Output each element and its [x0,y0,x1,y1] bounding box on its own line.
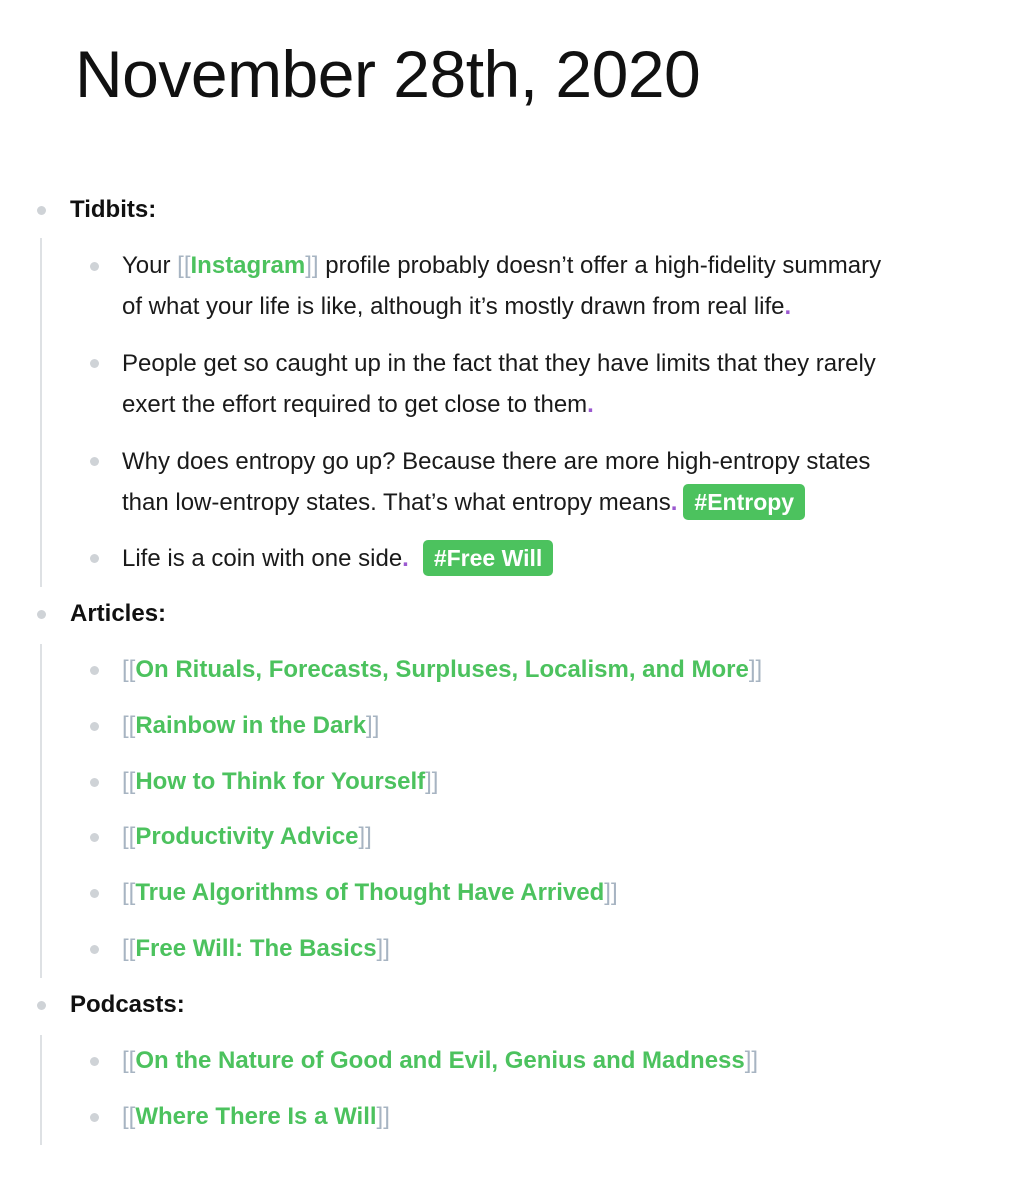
bullet-tidbit-3[interactable] [90,457,99,466]
article-item-3[interactable]: [[How to Think for Yourself]] [122,768,439,795]
bullet-article-4[interactable] [90,833,99,842]
bullet-podcast-1[interactable] [90,1057,99,1066]
article-item-4[interactable]: [[Productivity Advice]] [122,823,372,850]
article-item-5[interactable]: [[True Algorithms of Thought Have Arrived]] [122,879,618,906]
tidbit-4[interactable] [122,538,553,579]
guide-line-articles[interactable] [40,644,42,978]
tidbit-4-line-1: Life is a coin with one side. #Free Will [122,538,553,579]
guide-line-tidbits[interactable] [40,238,42,587]
podcast-item-2[interactable]: [[Where There Is a Will]] [122,1103,390,1130]
article-item-6[interactable]: [[Free Will: The Basics]] [122,935,390,962]
guide-line-podcasts[interactable] [40,1035,42,1145]
bullet-tidbits[interactable] [37,206,46,215]
bullet-article-6[interactable] [90,945,99,954]
heading-tidbits[interactable]: Tidbits: [70,196,157,223]
tidbit-2[interactable] [122,343,876,425]
tidbit-1-line-1: Your [[Instagram]] profile probably doesn’t offer a high-fidelity summary [122,252,882,279]
article-item-2[interactable]: [[Rainbow in the Dark]] [122,712,380,739]
bullet-tidbit-4[interactable] [90,554,99,563]
article-item-1[interactable]: [[On Rituals, Forecasts, Surpluses, Localism, and More]] [122,656,763,683]
heading-articles[interactable]: Articles: [70,600,167,627]
page-link-article[interactable]: On Rituals, Forecasts, Surpluses, Localism, and More [135,656,749,683]
period-dot: . [670,489,678,516]
page-link-podcast[interactable]: On the Nature of Good and Evil, Genius and Madness [135,1047,745,1074]
podcast-item-1[interactable]: [[On the Nature of Good and Evil, Genius and Madness]] [122,1047,759,1074]
bullet-podcasts[interactable] [37,1001,46,1010]
tidbit-1[interactable] [122,245,881,327]
tidbit-3-line-1: Why does entropy go up? Because there are more high-entropy states [122,448,871,475]
page-link-article[interactable]: How to Think for Yourself [135,768,426,795]
page-link-article[interactable]: True Algorithms of Thought Have Arrived [135,879,605,906]
bracket-open: [[ [177,252,191,279]
page-link-article[interactable]: Free Will: The Basics [135,935,377,962]
page-link-instagram[interactable]: Instagram [190,252,306,279]
bullet-podcast-2[interactable] [90,1113,99,1122]
bullet-articles[interactable] [37,610,46,619]
heading-podcasts[interactable]: Podcasts: [70,991,185,1018]
period-dot: . [402,545,409,572]
bracket-close: ]] [305,252,319,279]
bullet-article-2[interactable] [90,722,99,731]
tidbit-3-line-2: than low-entropy states. That’s what entropy means. #Entropy [122,482,870,523]
tidbit-2-line-1: People get so caught up in the fact that they have limits that they rarely [122,350,876,377]
bullet-article-1[interactable] [90,666,99,675]
bullet-tidbit-2[interactable] [90,359,99,368]
tidbit-3[interactable] [122,441,870,523]
bullet-article-3[interactable] [90,778,99,787]
tag-entropy[interactable]: #Entropy [683,484,805,520]
page-link-podcast[interactable]: Where There Is a Will [135,1103,377,1130]
page-link-article[interactable]: Productivity Advice [135,823,359,850]
tidbit-1-line-2: of what your life is like, although it’s mostly drawn from real life. [122,293,792,320]
tag-free-will[interactable]: #Free Will [423,540,553,576]
page-title: November 28th, 2020 [75,37,701,111]
bullet-article-5[interactable] [90,889,99,898]
bullet-tidbit-1[interactable] [90,262,99,271]
period-dot: . [587,391,594,418]
page-link-article[interactable]: Rainbow in the Dark [135,712,367,739]
tidbit-2-line-2: exert the effort required to get close to them. [122,391,594,418]
period-dot: . [784,293,792,320]
